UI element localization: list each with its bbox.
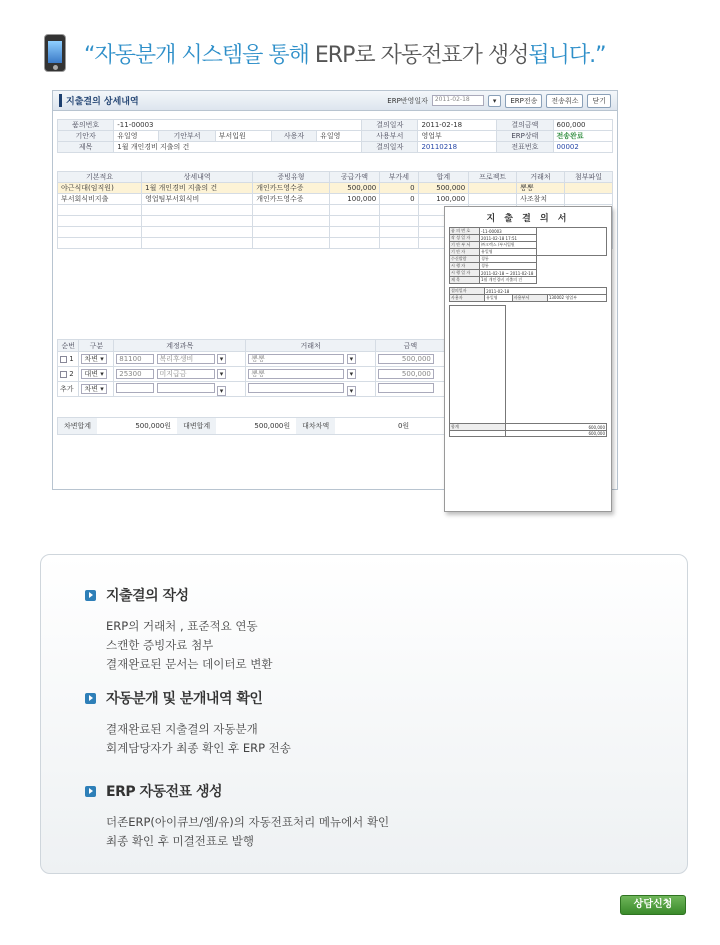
doc-header-table xyxy=(449,227,607,284)
erp-date-label: ERP반영일자 xyxy=(387,96,428,105)
grid-cell xyxy=(565,183,613,194)
entry-header: 거래처 xyxy=(246,340,376,352)
erp-send-button[interactable]: ERP전송 xyxy=(505,94,542,108)
feature-section-2: 자동분개 및 분개내역 확인 결재완료된 지출결의 자동분개 회계담당자가 최종 확인 후 ERP 전송 xyxy=(85,688,291,758)
row-checkbox[interactable] xyxy=(60,356,67,363)
grid-header[interactable]: 합계 xyxy=(418,172,469,183)
vendor-search-button[interactable]: ▾ xyxy=(347,386,357,396)
doc-row: 수신발람 경통 xyxy=(450,256,607,263)
doc-summary-table: 결의일자 2011-02-18 사용자 유일영 사용부서 130002 영업부 xyxy=(449,287,607,302)
row-checkbox[interactable] xyxy=(60,371,67,378)
erp-date-input[interactable]: 2011-02-18 xyxy=(432,95,484,106)
amount-input[interactable]: 500,000 xyxy=(378,369,434,379)
close-button[interactable]: 닫기 xyxy=(587,94,611,108)
grid-cell: 개인카드영수증 xyxy=(253,183,329,194)
grid-header[interactable]: 증빙유형 xyxy=(253,172,329,183)
approval-stamp-area xyxy=(537,228,607,256)
journal-entries xyxy=(57,339,477,397)
grid-cell: 100,000 xyxy=(329,194,380,205)
headline xyxy=(44,34,606,72)
headline-text: “자동분개 시스템을 통해 ERP로 자동전표가 생성됩니다.” xyxy=(84,42,606,68)
grid-cell: 500,000 xyxy=(329,183,380,194)
grid-cell: 사조참치 xyxy=(517,194,565,205)
type-select[interactable]: 차변 ▾ xyxy=(81,384,106,394)
screen-title: 지출결의 상세내역 xyxy=(59,94,139,107)
type-select[interactable]: 차변 ▾ xyxy=(81,354,106,364)
account-code-input[interactable] xyxy=(116,383,154,393)
account-name-input[interactable]: 미지급금 xyxy=(157,369,215,379)
doc-row: 시 행 자 경통 xyxy=(450,263,607,270)
feature-panel xyxy=(40,554,688,874)
arrow-bullet-icon xyxy=(85,693,96,704)
amount-input[interactable]: 500,000 xyxy=(378,354,434,364)
grid-header[interactable]: 첨부파일 xyxy=(565,172,613,183)
entry-header: 금액 xyxy=(375,340,445,352)
account-name-input[interactable]: 복리후생비 xyxy=(157,354,215,364)
doc-row: 작 성 일 자 2011-02-18 17:51 xyxy=(450,235,607,242)
account-code-input[interactable]: 25300 xyxy=(116,369,154,379)
grid-cell xyxy=(469,194,517,205)
expense-document-preview xyxy=(444,206,612,512)
amount-input[interactable] xyxy=(378,383,434,393)
doc-info-table: 품의번호 -11-00003 결의일자 2011-02-18 결의금액 600,000 기안자 유일영 기안부서 부서입원 사용자 유일영 사용부서 영업부 ERP상태 전송완료 제목 1월 개인경비 지출의 건 결의일자 20110218 전표번호 00002 xyxy=(57,119,613,153)
erp-status-value: 전송완료 xyxy=(553,131,612,142)
grid-cell: 영업팀부서회식비 xyxy=(142,194,253,205)
arrow-bullet-icon xyxy=(85,786,96,797)
feature-section-1: 지출결의 작성 ERP의 거래처 , 표준적요 연동 스캔한 증빙자료 첨부 결재완료된 문서는 데이터로 변환 xyxy=(85,585,273,674)
grid-header[interactable]: 기본적요 xyxy=(58,172,142,183)
grid-header[interactable]: 부가세 xyxy=(380,172,418,183)
entry-header: 순번 xyxy=(58,340,79,352)
grid-cell: 뽕뽕 xyxy=(517,183,565,194)
send-cancel-button[interactable]: 전송취소 xyxy=(546,94,583,108)
doc-detail-table: 합계 600,000 600,000 xyxy=(449,305,607,437)
grid-header[interactable]: 공급가액 xyxy=(329,172,380,183)
consult-button[interactable]: 상담신청 xyxy=(620,895,686,915)
smartphone-icon xyxy=(44,34,66,72)
doc-row: 시 행 일 자 2011-02-18 ~ 2011-02-18 xyxy=(450,270,607,277)
vendor-input[interactable]: 뽕뽕 xyxy=(248,369,344,379)
account-search-button[interactable]: ▾ xyxy=(217,354,227,364)
grid-header[interactable]: 상세내역 xyxy=(142,172,253,183)
grid-header[interactable]: 프로젝트 xyxy=(469,172,517,183)
vendor-input[interactable] xyxy=(248,383,344,393)
feature-section-3: ERP 자동전표 생성 더존ERP(아이큐브/엠/유)의 자동전표처리 메뉴에서 확인 최종 확인 후 미결전표로 발행 xyxy=(85,781,389,851)
grid-row[interactable] xyxy=(58,194,613,205)
type-select[interactable]: 대변 ▾ xyxy=(81,369,106,379)
entry-header: 구분 xyxy=(79,340,114,352)
account-search-button[interactable]: ▾ xyxy=(217,369,227,379)
doc-row: 제 목 1월 개인경비 지출의 건 xyxy=(450,277,607,284)
vendor-input[interactable]: 뽕뽕 xyxy=(248,354,344,364)
grid-header[interactable]: 거래처 xyxy=(517,172,565,183)
grid-cell xyxy=(469,183,517,194)
date-picker-button[interactable]: ▾ xyxy=(488,95,502,107)
entry-header: 계정과목 xyxy=(114,340,246,352)
grid-cell: 0 xyxy=(380,183,418,194)
entry-row[interactable]: 2 대변 ▾ 25300 미지급금 ▾ 뽕뽕 ▾ 500,000 xyxy=(58,367,477,382)
doc-row: 기 안 부 서 ㈜크렉스 /부서입원 xyxy=(450,242,607,249)
doc-row: 품 의 번 호 -11-00003 xyxy=(450,228,607,235)
grid-cell: 0 xyxy=(380,194,418,205)
vendor-search-button[interactable]: ▾ xyxy=(347,369,357,379)
grid-cell: 100,000 xyxy=(418,194,469,205)
grid-cell: 부서회식비지출 xyxy=(58,194,142,205)
grid-row[interactable] xyxy=(58,183,613,194)
entry-row[interactable]: 1 차변 ▾ 81100 복리후생비 ▾ 뽕뽕 ▾ 500,000 xyxy=(58,352,477,367)
account-search-button[interactable]: ▾ xyxy=(217,386,227,396)
screen-titlebar xyxy=(53,91,617,111)
doc-row: 기 안 자 유일영 xyxy=(450,249,607,256)
entry-row[interactable]: 추가 차변 ▾ ▾ ▾ xyxy=(58,382,477,397)
arrow-bullet-icon xyxy=(85,590,96,601)
grid-cell: 1월 개인경비 지출의 건 xyxy=(142,183,253,194)
grid-cell xyxy=(565,194,613,205)
grid-cell: 야근식대(임직원) xyxy=(58,183,142,194)
doc-title: 지 출 결 의 서 xyxy=(486,214,570,224)
grid-cell: 500,000 xyxy=(418,183,469,194)
account-name-input[interactable] xyxy=(157,383,215,393)
totals-bar: 차변합계 500,000원 대변합계 500,000원 대차차액 0원 xyxy=(57,417,477,435)
vendor-search-button[interactable]: ▾ xyxy=(347,354,357,364)
grid-cell: 개인카드영수증 xyxy=(253,194,329,205)
account-code-input[interactable]: 81100 xyxy=(116,354,154,364)
